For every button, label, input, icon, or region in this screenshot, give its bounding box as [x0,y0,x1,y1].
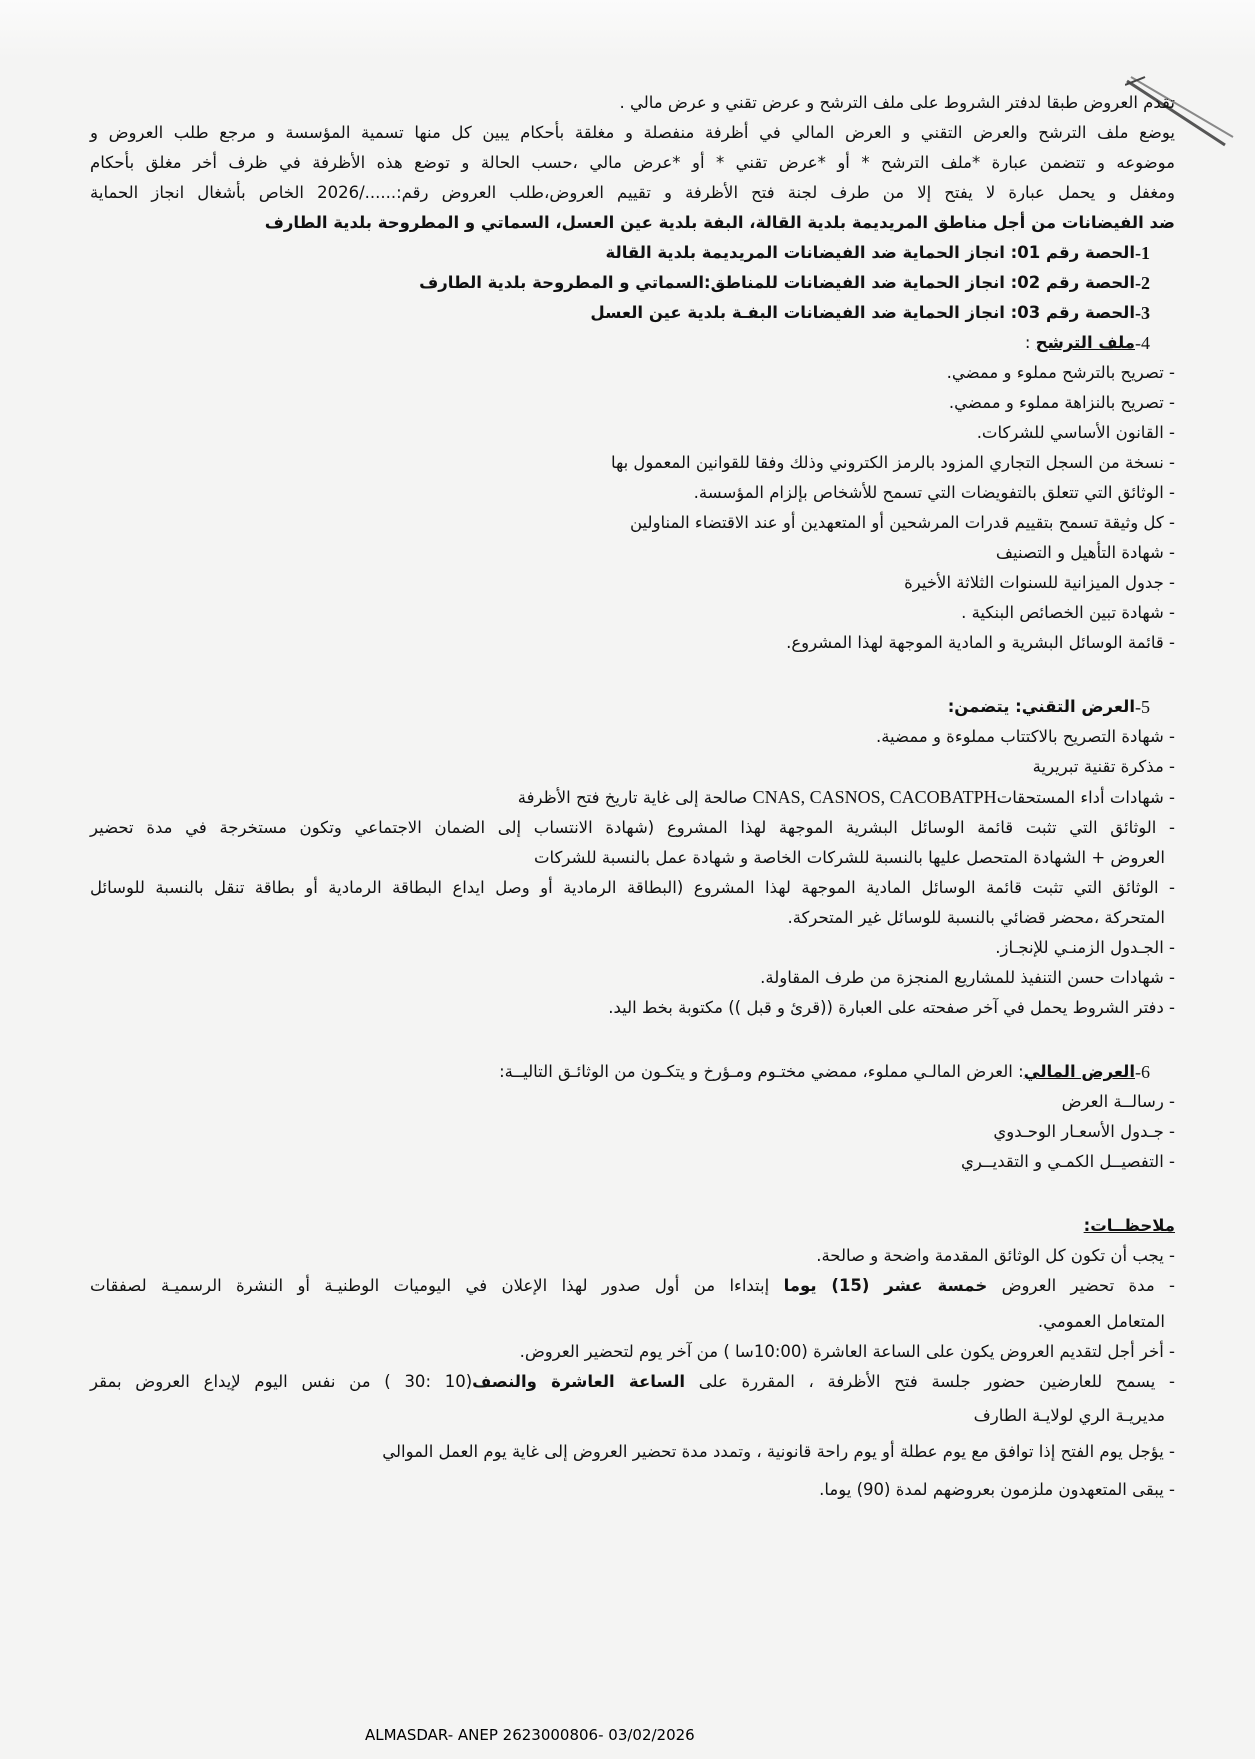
item-text: يجب أن تكون كل الوثائق المقدمة واضحة و صالحة. [816,1246,1164,1265]
technical-offer-section [90,692,1175,1023]
section-heading [90,692,1175,722]
lot-label: الحصة رقم 02: انجاز الحماية ضد الفيضانات للمناطق:السماتي و المطروحة بلدية الطارف [419,273,1135,292]
list-item: - جـدول الأسعـار الوحـدوي [993,1122,1175,1141]
item-text: التفصيــل الكمـي و التقديــري [960,1152,1164,1171]
candidacy-file-section [90,328,1175,658]
item-text: شهادة التأهيل و التصنيف [995,543,1164,562]
lot-item [90,268,1175,298]
item-text: الوثائق التي تتعلق بالتفويضات التي تسمح للأشخاص بإلزام المؤسسة. [693,483,1164,502]
item-text-bold: الساعة العاشرة والنصف [472,1372,686,1391]
section-description: : العرض المالـي مملوء، ممضي مختـوم ومـؤرخ و يتكـون من الوثائـق التاليــة: [499,1062,1024,1081]
list-item: - القانون الأساسي للشركات. [976,423,1175,442]
item-text: دفتر الشروط يحمل في آخر صفحته على العبارة ((قرئ و قبل )) مكتوبة بخط اليد. [608,998,1164,1017]
item-text: تصريح بالترشح مملوء و ممضي. [946,363,1164,382]
section-title: ملف الترشح [1035,333,1135,352]
item-text: أخر أجل لتقديم العروض يكون على الساعة العاشرة (10:00سا ) من آخر يوم لتحضير العروض. [519,1342,1164,1361]
item-text: الوثائق التي تثبت قائمة الوسائل المادية الموجهة لهذا المشروع (البطاقة الرمادية أو وصل ايداع البطاقة الرمادية أو بطاقة تنقل بالنسبة للوسائل [90,878,1159,897]
notes-title: ملاحظــات: [1083,1216,1175,1235]
lot-number: -1 [1135,243,1150,263]
lot-label: الحصة رقم 03: انجاز الحماية ضد الفيضانات البفـة بلدية عين العسل [590,303,1135,322]
item-text: يسمح للعارضين حضور جلسة فتح الأظرفة ، المقررة على [685,1372,1156,1391]
intro-line-project-title: ضد الفيضانات من أجل مناطق المريديمة بلدية القالة، البفة بلدية عين العسل، السماتي و المطروحة بلدية الطارف [264,213,1175,232]
intro-paragraph [90,88,1175,238]
list-item: - تصريح بالنزاهة مملوء و ممضي. [948,393,1175,412]
list-item: - شهادة التأهيل و التصنيف [995,543,1175,562]
item-text: (10 :30 ) من نفس اليوم لإيداع العروض بمقر [90,1372,473,1391]
note-item-deadline: - أخر أجل لتقديم العروض يكون على الساعة العاشرة (10:00سا ) من آخر يوم لتحضير العروض. [519,1342,1175,1361]
item-text: نسخة من السجل التجاري المزود بالرمز الكتروني وذلك وفقا للقوانين المعمول بها [610,453,1164,472]
list-item: - قائمة الوسائل البشرية و المادية الموجهة لهذا المشروع. [786,633,1175,652]
intro-line: ومغفل و يحمل عبارة لا يفتح إلا من طرف لجنة فتح الأظرفة و تقييم العروض،طلب العروض رقم:....../2026 الخاص بأشغال انجاز الحماية [90,183,1175,202]
note-item-preparation-period: - مدة تحضير العروض خمسة عشر (15) يوما إبتداءا من أول صدور لهذا الإعلان في اليوميات الوطنيـة أو النشرة الرسميـة لصفقات [90,1276,1175,1295]
section-title: العرض التقني: يتضمن: [947,697,1135,716]
section-title: العرض المالي [1023,1062,1135,1081]
item-text: شهادات حسن التنفيذ للمشاريع المنجزة من طرف المقاولة. [760,968,1164,987]
note-continuation: مديريـة الري لولايـة الطارف [973,1406,1165,1425]
list-item: - الوثائق التي تتعلق بالتفويضات التي تسمح للأشخاص بإلزام المؤسسة. [693,483,1175,502]
publication-footer: ALMASDAR- ANEP 2623000806- 03/02/2026 [365,1726,695,1744]
notes-section [90,1211,1175,1505]
item-text: صالحة إلى غاية تاريخ فتح الأظرفة [517,788,753,807]
item-text: مذكرة تقنية تبريرية [1032,757,1164,776]
section-heading [90,328,1175,358]
list-item: - رسالــة العرض [1061,1092,1175,1111]
item-text: يبقى المتعهدون ملزمون بعروضهم لمدة (90) يوما. [819,1480,1164,1499]
list-item-social-certificates: - شهادات أداء المستحقاتCNAS, CASNOS, CACOBATPH صالحة إلى غاية تاريخ فتح الأظرفة [517,787,1175,807]
item-text: شهادات أداء المستحقات [996,788,1164,807]
list-item: - كل وثيقة تسمح بتقييم قدرات المرشحين أو المتعهدين أو عند الاقتضاء المناولين [630,513,1175,532]
lots-list [90,238,1175,328]
list-item: - جدول الميزانية للسنوات الثلاثة الأخيرة [904,573,1175,592]
note-item: - يجب أن تكون كل الوثائق المقدمة واضحة و صالحة. [816,1246,1175,1265]
list-item: - شهادة التصريح بالاكتتاب مملوءة و ممضية. [875,727,1175,746]
lot-item [90,238,1175,268]
item-text: شهادة تبين الخصائص البنكية . [961,603,1164,622]
intro-line: تقدم العروض طبقا لدفتر الشروط على ملف الترشح و عرض تقني و عرض مالي . [619,93,1175,112]
lot-number: -2 [1135,273,1150,293]
list-item: - الجـدول الزمنـي للإنجـاز. [995,938,1175,957]
list-item: - مذكرة تقنية تبريرية [1032,757,1175,776]
document-page [90,88,1175,1505]
scan-top-edge [0,0,1255,60]
title-colon: : [1024,333,1036,352]
list-item: - التفصيــل الكمـي و التقديــري [960,1152,1175,1171]
lot-number: -3 [1135,303,1150,323]
list-item-material-resources: - الوثائق التي تثبت قائمة الوسائل المادية الموجهة لهذا المشروع (البطاقة الرمادية أو وصل ايداع البطاقة الرمادية أو بطاقة تنقل بالنسبة للوسائل [90,878,1175,897]
item-text: الجـدول الزمنـي للإنجـاز. [995,938,1164,957]
list-item: - شهادة تبين الخصائص البنكية . [961,603,1175,622]
item-text: كل وثيقة تسمح بتقييم قدرات المرشحين أو المتعهدين أو عند الاقتضاء المناولين [630,513,1164,532]
list-item-continuation: العروض + الشهادة المتحصل عليها بالنسبة للشركات الخاصة و شهادة عمل بالنسبة للشركات [533,848,1165,867]
item-text: رسالــة العرض [1061,1092,1164,1111]
item-text: إبتداءا من أول صدور لهذا الإعلان في اليوميات الوطنيـة أو النشرة الرسميـة لصفقات [90,1276,784,1295]
agencies-latin-text: CNAS, CASNOS, CACOBATPH [752,787,997,807]
list-item: - تصريح بالترشح مملوء و ممضي. [946,363,1175,382]
item-text: القانون الأساسي للشركات. [976,423,1164,442]
list-item-human-resources: - الوثائق التي تثبت قائمة الوسائل البشرية الموجهة لهذا المشروع (شهادة الانتساب إلى الضمان الاجتماعي وتكون مستخرجة في مدة تحضير [90,818,1175,837]
lot-item [90,298,1175,328]
item-text: مدة تحضير العروض [987,1276,1155,1295]
financial-offer-section [90,1057,1175,1177]
list-item-continuation: المتحركة ،محضر قضائي بالنسبة للوسائل غير المتحركة. [787,908,1165,927]
item-text: يؤجل يوم الفتح إذا توافق مع يوم عطلة أو يوم راحة قانونية ، وتمدد مدة تحضير العروض إلى غاية يوم العمل الموالي [382,1442,1164,1461]
item-text-bold: خمسة عشر (15) يوما [783,1276,988,1295]
item-text: شهادة التصريح بالاكتتاب مملوءة و ممضية. [875,727,1164,746]
spacer [90,1177,1175,1211]
spacer [90,1023,1175,1057]
spacer [90,658,1175,692]
note-continuation: المتعامل العمومي. [1037,1312,1165,1331]
lot-label: الحصة رقم 01: انجاز الحماية ضد الفيضانات المريديمة بلدية القالة [605,243,1135,262]
item-text: تصريح بالنزاهة مملوء و ممضي. [948,393,1164,412]
item-text: قائمة الوسائل البشرية و المادية الموجهة لهذا المشروع. [786,633,1164,652]
note-item-postponement: - يؤجل يوم الفتح إذا توافق مع يوم عطلة أو يوم راحة قانونية ، وتمدد مدة تحضير العروض إلى غاية يوم العمل الموالي [382,1442,1175,1461]
intro-line: يوضع ملف الترشح والعرض التقني و العرض المالي في أظرفة منفصلة و مغلقة بأحكام يبين كل منها تسمية المؤسسة و مرجع طلب العروض و [90,123,1175,142]
note-item-opening-session: - يسمح للعارضين حضور جلسة فتح الأظرفة ، المقررة على الساعة العاشرة والنصف(10 :30 ) من نفس اليوم لإيداع العروض بمقر [90,1372,1175,1391]
item-text: جـدول الأسعـار الوحـدوي [993,1122,1164,1141]
section-number: -5 [1135,697,1150,717]
intro-line: موضوعه و تتضمن عبارة *ملف الترشح * أو *عرض تقني * أو *عرض مالي ،حسب الحالة و توضع هذه الأظرفة في ظرف أخر مغلق بأحكام [90,153,1175,172]
section-heading [90,1057,1175,1087]
note-item-validity: - يبقى المتعهدون ملزمون بعروضهم لمدة (90) يوما. [819,1480,1175,1499]
list-item: - دفتر الشروط يحمل في آخر صفحته على العبارة ((قرئ و قبل )) مكتوبة بخط اليد. [608,998,1175,1017]
section-number: -4 [1135,333,1150,353]
list-item: - نسخة من السجل التجاري المزود بالرمز الكتروني وذلك وفقا للقوانين المعمول بها [610,453,1175,472]
section-number: -6 [1135,1062,1150,1082]
item-text: جدول الميزانية للسنوات الثلاثة الأخيرة [904,573,1164,592]
item-text: الوثائق التي تثبت قائمة الوسائل البشرية الموجهة لهذا المشروع (شهادة الانتساب إلى الضمان الاجتماعي وتكون مستخرجة في مدة تحضير [90,818,1157,837]
list-item: - شهادات حسن التنفيذ للمشاريع المنجزة من طرف المقاولة. [760,968,1175,987]
candidacy-items [90,358,1175,658]
